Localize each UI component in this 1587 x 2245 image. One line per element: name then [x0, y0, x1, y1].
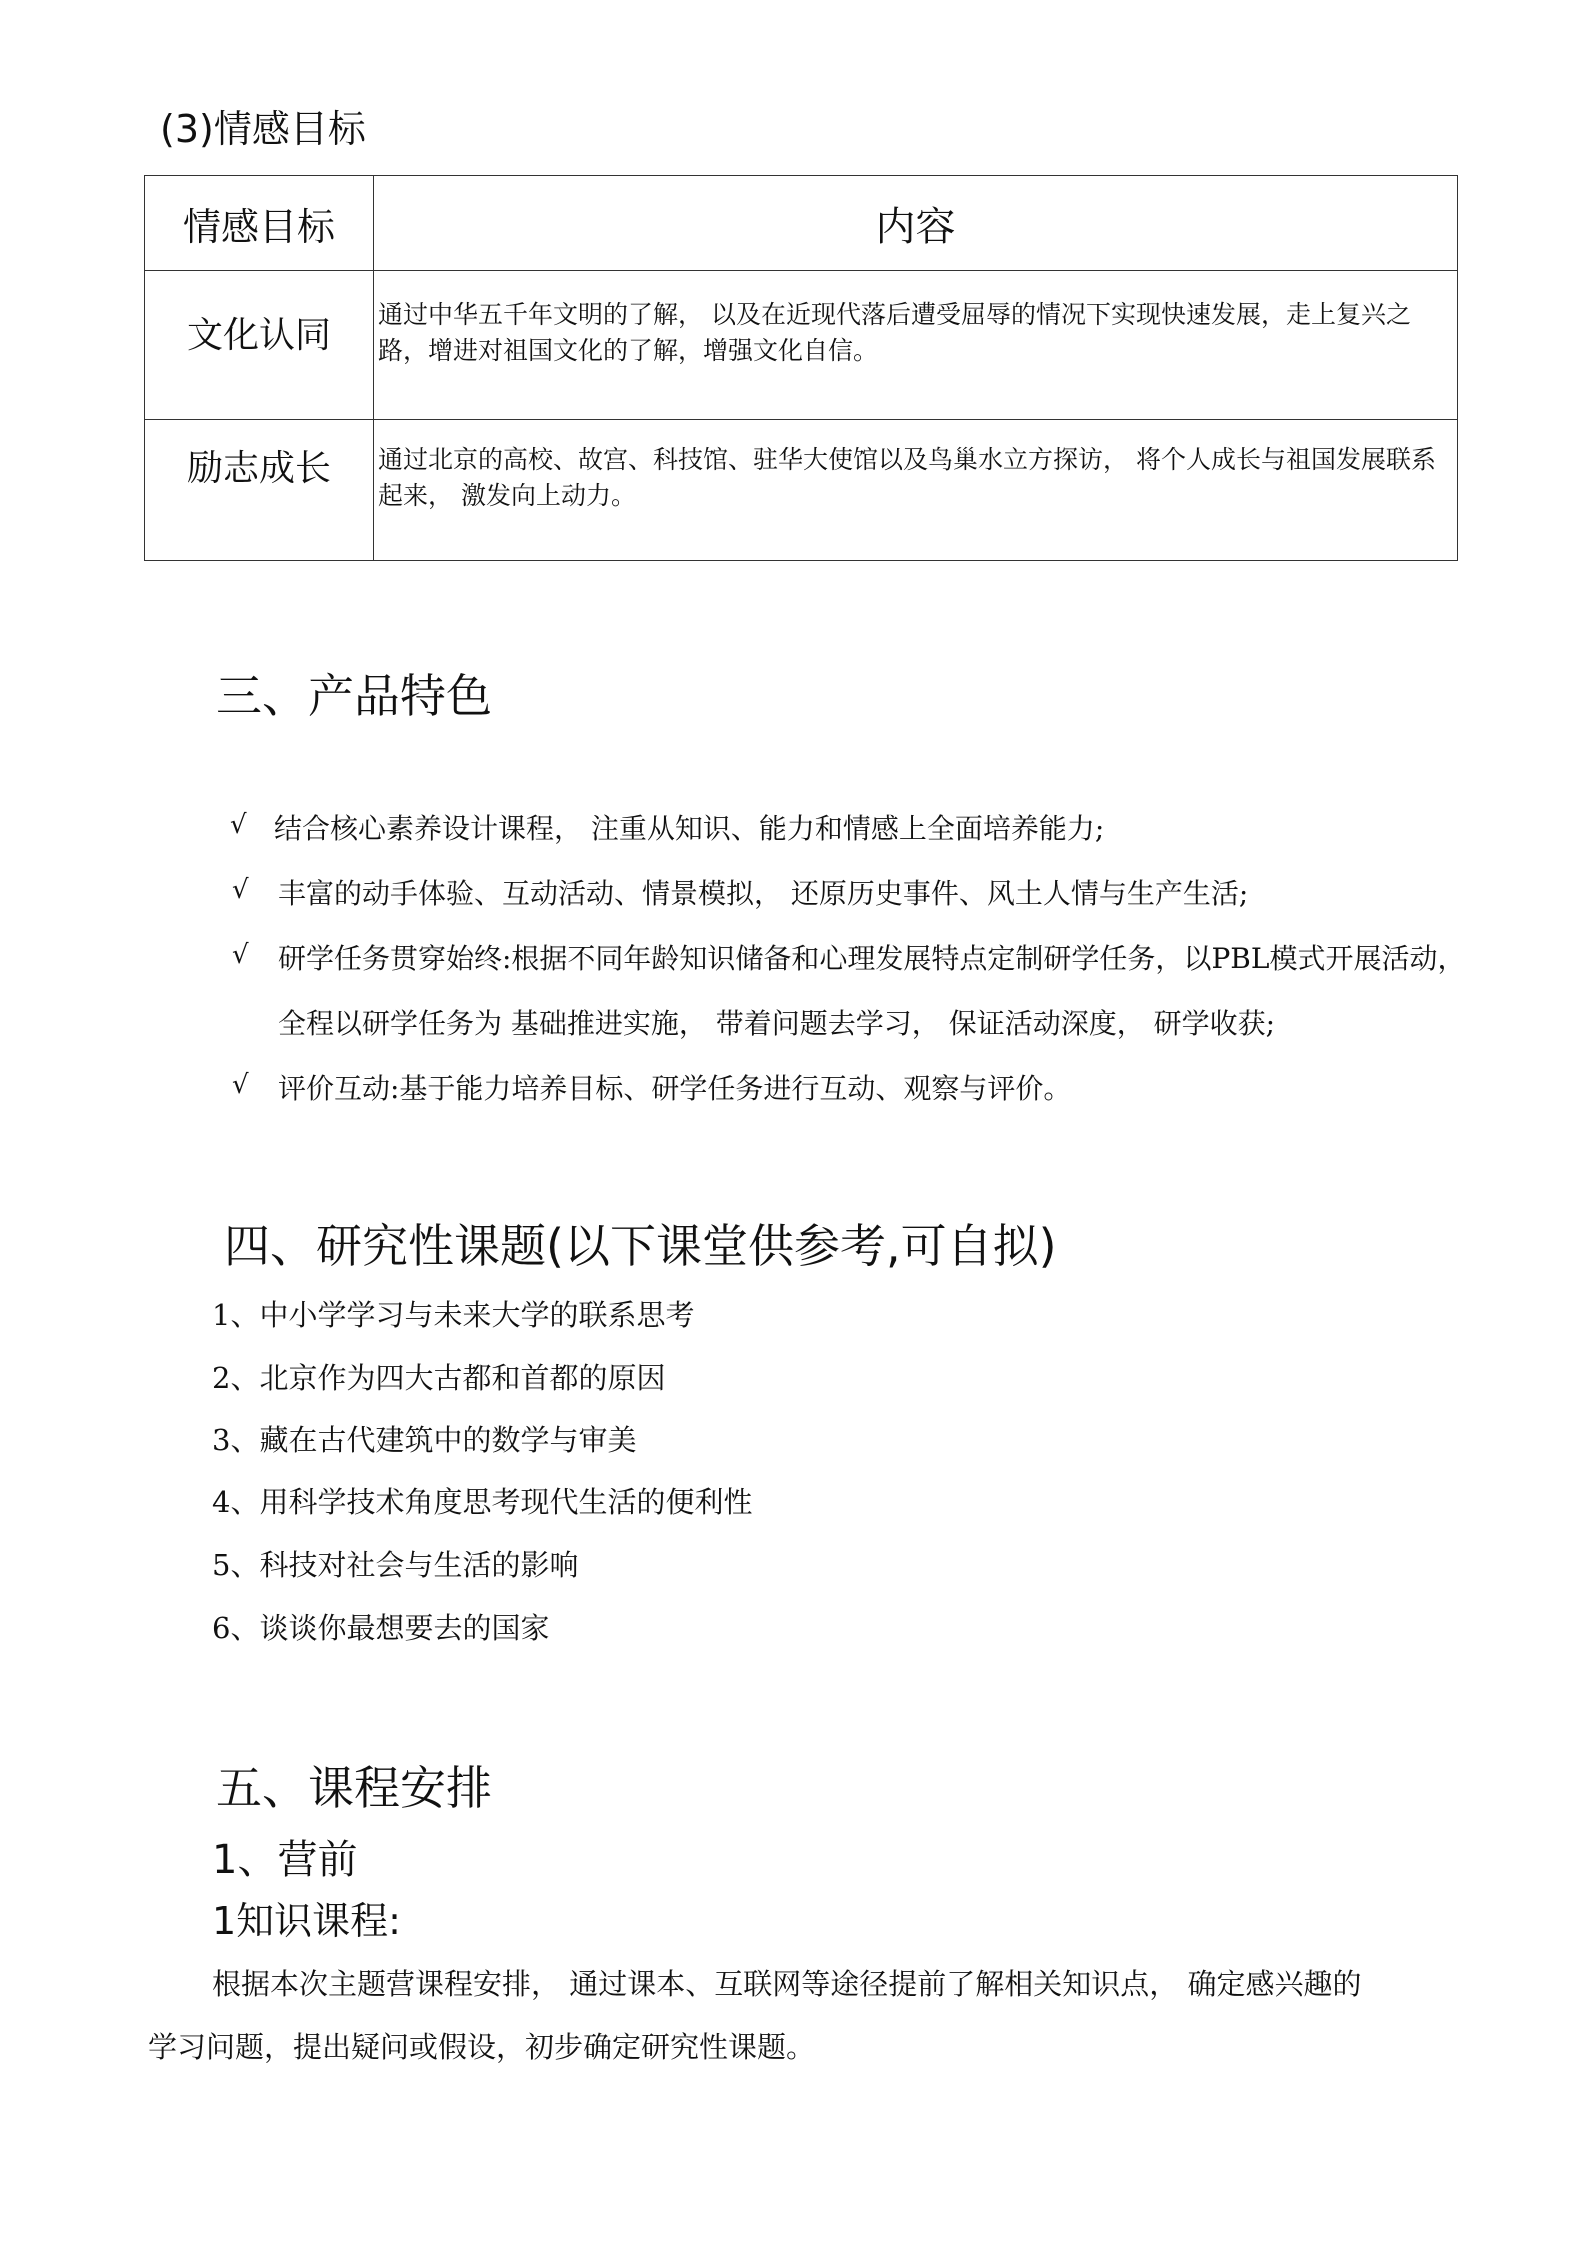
feature-item-3-continued: 全程以研学任务为 基础推进实施， 带着问题去学习， 保证活动深度， 研学收获; [278, 1007, 1276, 1040]
list-item: 6、谈谈你最想要去的国家 [212, 1611, 550, 1645]
subheading-knowledge-course: 1知识课程: [212, 1899, 401, 1943]
list-item: 4、用科学技术角度思考现代生活的便利性 [212, 1485, 753, 1519]
feature-item-1: 结合核心素养设计课程， 注重从知识、能力和情感上全面培养能力; [274, 812, 1105, 845]
table-cell-goal [145, 271, 374, 420]
heading-course-schedule: 五、课程安排 [216, 1761, 492, 1815]
table-cell-goal [145, 420, 374, 561]
list-item: 5、科技对社会与生活的影响 [212, 1548, 579, 1582]
feature-item-2: 丰富的动手体验、互动活动、情景模拟， 还原历史事件、风土人情与生产生活; [278, 877, 1249, 910]
goal-content-cultural-identity: 通过中华五千年文明的了解， 以及在近现代落后遭受屈辱的情况下实现快速发展，走上复兴之路，增进对祖国文化的了解，增强文化自信。 [378, 300, 1411, 365]
goal-label-personal-growth: 励志成长 [186, 448, 331, 489]
goal-content-personal-growth: 通过北京的高校、故宫、科技馆、驻华大使馆以及鸟巢水立方探访， 将个人成长与祖国发展联系起来， 激发向上动力。 [378, 445, 1436, 510]
list-item: 2、北京作为四大古都和首都的原因 [212, 1361, 666, 1395]
list-item: 1、中小学学习与未来大学的联系思考 [212, 1298, 695, 1332]
check-icon: √ [232, 1070, 249, 1100]
table-row [145, 420, 1458, 561]
goal-label-cultural-identity: 文化认同 [186, 315, 331, 356]
feature-item-3: 研学任务贯穿始终:根据不同年龄知识储备和心理发展特点定制研学任务，以PBL模式开展活动， [278, 942, 1466, 975]
paragraph-line-2: 学习问题，提出疑问或假设，初步确定研究性课题。 [148, 2030, 816, 2064]
check-icon: √ [230, 810, 247, 840]
table-cell-content [374, 420, 1458, 561]
table-header-row [145, 176, 1458, 271]
heading-research-topics: 四、研究性课题(以下课堂供参考,可自拟) [224, 1219, 1057, 1273]
list-item: 3、藏在古代建筑中的数学与审美 [212, 1423, 637, 1457]
affective-goals-table [144, 175, 1458, 561]
paragraph-line-1: 根据本次主题营课程安排， 通过课本、互联网等途径提前了解相关知识点， 确定感兴趣的 [212, 1967, 1362, 2001]
table-header-content: 内容 [374, 176, 1458, 271]
subheading-pre-camp: 1、营前 [212, 1837, 358, 1883]
feature-item-4: 评价互动:基于能力培养目标、研学任务进行互动、观察与评价。 [278, 1072, 1072, 1105]
heading-product-features: 三、产品特色 [216, 669, 492, 723]
table-row [145, 271, 1458, 420]
check-icon: √ [232, 940, 249, 970]
check-icon: √ [232, 875, 249, 905]
table-cell-content [374, 271, 1458, 420]
section-label-affective-goals: (3)情感目标 [160, 107, 366, 151]
table-header-goal: 情感目标 [145, 176, 374, 271]
